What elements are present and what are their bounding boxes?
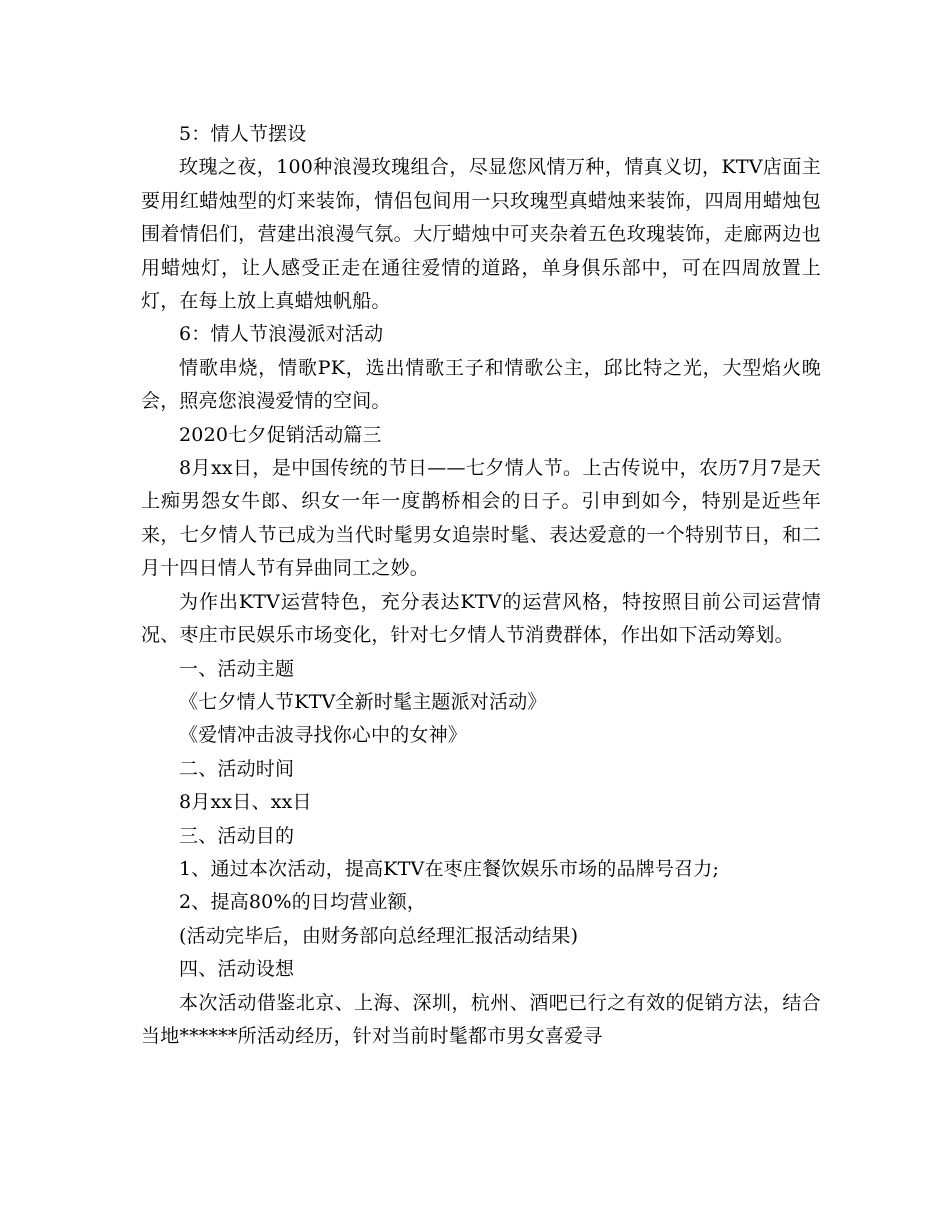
goal-item-1: 1、通过本次活动，提高KTV在枣庄餐饮娱乐市场的品牌号召力; xyxy=(179,857,720,880)
goal-note: (活动完毕后，由财务部向总经理汇报活动结果) xyxy=(179,924,579,947)
paragraph-purpose: 为作出KTV运营特色，充分表达KTV的运营风格，特按照目前公司运营情况、枣庄市民娱乐市场变化，针对七夕情人节消费群体，作出如下活动筹划。 xyxy=(141,590,821,647)
section-heading-goals: 三、活动目的 xyxy=(179,824,295,847)
section-heading-concept: 四、活动设想 xyxy=(179,958,295,981)
section-heading-time: 二、活动时间 xyxy=(179,757,295,780)
section-heading-theme: 一、活动主题 xyxy=(179,657,295,680)
paragraph-concept: 本次活动借鉴北京、上海、深圳，杭州、酒吧已行之有效的促销方法，结合当地******所活动经历，针对当前时髦都市男女喜爱寻 xyxy=(141,991,821,1047)
section-heading-party: 6：情人节浪漫派对活动 xyxy=(179,323,384,346)
goal-item-2: 2、提高80%的日均营业额， xyxy=(179,891,427,914)
paragraph-decor: 玫瑰之夜，100种浪漫玫瑰组合，尽显您风情万种，情真义切，KTV店面主要用红蜡烛型的灯来装饰，情侣包间用一只玫瑰型真蜡烛来装饰，四周用蜡烛包围着情侣们，营建出浪漫气氛。大厅蜡烛中可夹杂着五色玫瑰装饰，走廊两边也用蜡烛灯，让人感受正走在通往爱情的道路，单身俱乐部中，可在四周放置上灯，在每上放上真蜡烛帆船。 xyxy=(141,156,821,313)
section-heading-decor: 5：情人节摆设 xyxy=(179,123,307,145)
paragraph-intro: 8月xx日，是中国传统的节日——七夕情人节。上古传说中，农历7月7是天上痴男怨女牛郎、织女一年一度鹊桥相会的日子。引申到如今，特别是近些年来，七夕情人节已成为当代时髦男女追崇时髦、表达爱意的一个特别节日，和二月十四日情人节有异曲同工之妙。 xyxy=(141,457,821,580)
time-line: 8月xx日、xx日 xyxy=(179,791,312,814)
theme-line-2: 《爱情冲击波寻找你心中的女神》 xyxy=(179,724,468,747)
paragraph-party: 情歌串烧，情歌PK，选出情歌王子和情歌公主，邱比特之光，大型焰火晚会，照亮您浪漫爱情的空间。 xyxy=(141,356,821,413)
document-body xyxy=(141,118,821,1053)
article-title: 2020七夕促销活动篇三 xyxy=(179,423,382,446)
theme-line-1: 《七夕情人节KTV全新时髦主题派对活动》 xyxy=(179,690,547,713)
